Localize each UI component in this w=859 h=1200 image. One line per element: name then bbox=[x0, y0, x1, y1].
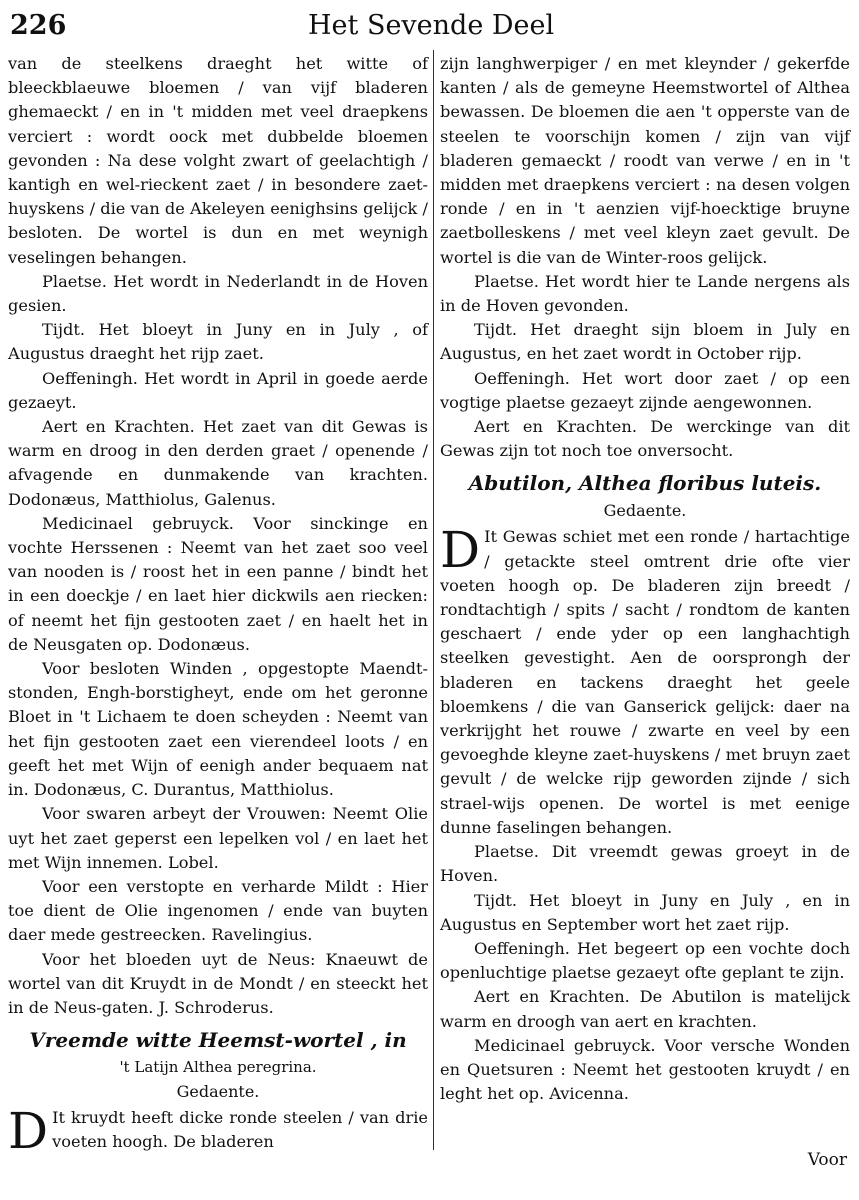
paragraph: Plaetse. Het wordt hier te Lande nergens als in de Hoven gevonden. bbox=[440, 271, 850, 316]
paragraph: Medicinael gebruyck. Voor versche Wonden en Quetsuren : Neemt het gestooten kruydt / en leght het op. Avicenna. bbox=[440, 1035, 850, 1104]
paragraph: Aert en Krachten. Het zaet van dit Gewas is warm en droog in den derden graet / openende / afvagende en dunmakende van krachten. Dodonæus, Matthiolus, Galenus. bbox=[8, 417, 428, 509]
dropcap-paragraph bbox=[440, 521, 850, 840]
paragraph: Plaetse. Het wordt in Nederlandt in de Hoven gesien. bbox=[8, 271, 428, 316]
paragraph: Aert en Krachten. De werckinge van dit Gewas zijn tot noch toe onversocht. bbox=[440, 417, 850, 461]
paragraph-text: It kruydt heeft dicke ronde steelen / van drie voeten hoogh. De bladeren bbox=[52, 1108, 428, 1152]
section-label: Gedaente. bbox=[603, 501, 687, 521]
paragraph: Tijdt. Het bloeyt in Juny en July , en in Augustus en September wort het zaet rijp. bbox=[440, 890, 850, 934]
section-heading: Abutilon, Althea floribus luteis. bbox=[468, 471, 822, 496]
paragraph-text: It Gewas schiet met een ronde / hartachtige / getackte steel omtrent drie ofte vier voeten hoogh op. De bladeren zijn breedt / rondtachtigh / spits / sacht / rondtom de kanten geschaert / ende yder op een langhachtigh steelken gevestight. Aen de oorsprongh der bladeren en tackens draeght het geele bloemkens / die van Ganserick gelijck: daer na verkrijght het rouwe / zwarte en veel by een gevoeghde kleyne zaet-huyskens / met bruyn zaet gevult / de welcke rijp geworden zijnde / sich strael-wijs openen. De wortel is met eenige dunne faselingen behangen. bbox=[440, 527, 850, 837]
drop-cap: D bbox=[8, 1102, 49, 1161]
paragraph: Plaetse. Dit vreemdt gewas groeyt in de Hoven. bbox=[440, 842, 850, 886]
drop-cap: D bbox=[440, 521, 481, 580]
page-header bbox=[8, 6, 851, 46]
paragraph: Voor besloten Winden , opgestopte Maendt-stonden, Engh-borstigheyt, ende om het geronne Bloet in 't Lichaem te doen scheyden : Neemt van het fijn gestooten zaet een vierendeel loots / en geeft het met Wijn of eenigh ander bequaem nat in. Dodonæus, C. Durantus, Matthiolus. bbox=[8, 659, 428, 800]
paragraph: Aert en Krachten. De Abutilon is matelijck warm en droogh van aert en krachten. bbox=[440, 987, 850, 1031]
paragraph: van de steelkens draeght het witte of bleeckblaeuwe bloemen / van vijf bladeren ghemaeckt / en in 't midden met veel draepkens verciert : wordt oock met dubbelde bloemen gevonden : Na dese volght zwart of geelachtigh / kantigh en wel-rieckent zaet / in besondere zaet-huyskens / die van de Akeleyen eenighsins gelijck / besloten. De wortel is dun en met weynigh veselingen behangen. bbox=[8, 54, 428, 267]
dropcap-paragraph bbox=[8, 1102, 428, 1161]
paragraph: Voor het bloeden uyt de Neus: Knaeuwt de wortel van dit Kruydt in de Mondt / en steeckt het in de Neus-gaten. J. Schroderus. bbox=[8, 949, 428, 1017]
paragraph: Oeffeningh. Het wordt in April in goede aerde gezaeyt. bbox=[8, 368, 428, 412]
latin-name: 't Latijn Althea peregrina. bbox=[119, 1058, 317, 1077]
paragraph: Oeffeningh. Het wort door zaet / op een vogtige plaetse gezaeyt zijnde aengewonnen. bbox=[440, 368, 850, 412]
catchword: Voor bbox=[807, 1150, 847, 1170]
running-title: Het Sevende Deel bbox=[308, 10, 555, 41]
paragraph: Medicinael gebruyck. Voor sinckinge en vochte Herssenen : Neemt van het zaet soo veel van nooden is / roost het in een panne / bindt het in een doeckje / en laet hier dickwils aen riecken: of neemt het fijn gestooten zaet / en haelt het in de Neusgaten op. Dodonæus. bbox=[8, 513, 428, 654]
section-heading: Vreemde witte Heemst-wortel , in bbox=[29, 1028, 407, 1053]
paragraph: Voor een verstopte en verharde Mildt : Hier toe dient de Olie ingenomen / ende van buyten daer mede gestreecken. Ravelingius. bbox=[8, 876, 428, 945]
left-column bbox=[8, 52, 428, 1161]
page-number: 226 bbox=[10, 10, 67, 41]
column-divider bbox=[433, 50, 434, 1150]
paragraph: Tijdt. Het bloeyt in Juny en in July , of Augustus draeght het rijp zaet. bbox=[8, 320, 428, 364]
section-label: Gedaente. bbox=[176, 1082, 260, 1102]
paragraph: Voor swaren arbeyt der Vrouwen: Neemt Olie uyt het zaet geperst een lepelken vol / en laet het met Wijn innemen. Lobel. bbox=[8, 804, 428, 872]
right-column bbox=[440, 52, 850, 1106]
paragraph: Tijdt. Het draeght sijn bloem in July en Augustus, en het zaet wordt in October rijp. bbox=[440, 320, 850, 364]
paragraph: Oeffeningh. Het begeert op een vochte doch openluchtige plaetse gezaeyt ofte geplant te zijn. bbox=[440, 938, 850, 983]
paragraph: zijn langhwerpiger / en met kleynder / gekerfde kanten / als de gemeyne Heemstwortel of Althea bewassen. De bloemen die aen 't opperste van de steelen te voorschijn komen / zijn van vijf bladeren gemaeckt / roodt van verwe / en in 't midden met draepkens verciert : na desen volgen ronde / en in 't aenzien vijf-hoecktige bruyne zaetbolleskens / met veel kleyn zaet gevult. De wortel is die van de Winter-roos gelijck. bbox=[440, 54, 850, 267]
